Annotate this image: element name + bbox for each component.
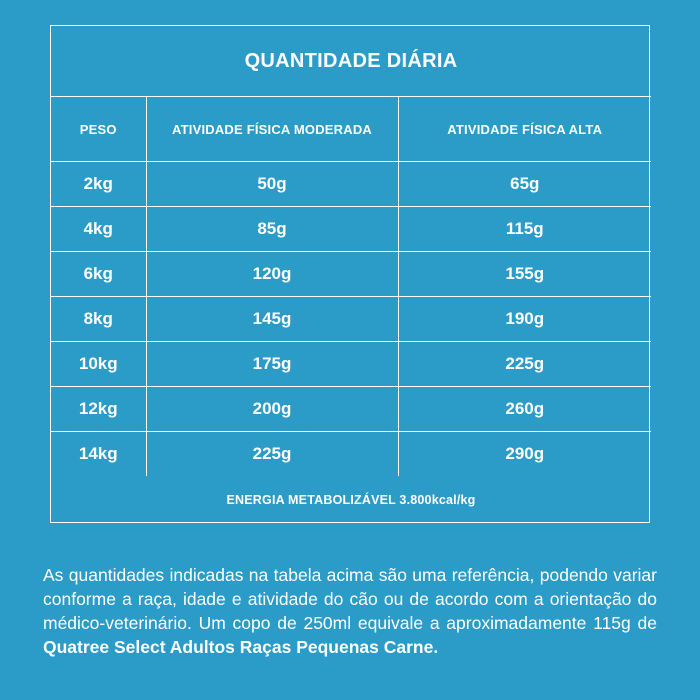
- table-row: [51, 432, 651, 477]
- cell-peso: 8kg: [51, 297, 146, 342]
- cell-moderada: 200g: [146, 387, 398, 432]
- cell-peso: 10kg: [51, 342, 146, 387]
- cell-moderada: 145g: [146, 297, 398, 342]
- column-header-peso: PESO: [51, 97, 146, 162]
- table-row: [51, 387, 651, 432]
- table-row: [51, 342, 651, 387]
- note-text: As quantidades indicadas na tabela acima são uma referência, podendo variar conforme a raça, idade e atividade do cão ou de acordo com a orientação do médico-veterinário. Um copo de 250ml equivale a aproximadamente 115g de: [43, 564, 657, 633]
- cell-moderada: 225g: [146, 432, 398, 477]
- cell-moderada: 50g: [146, 162, 398, 207]
- column-header-alta: ATIVIDADE FÍSICA ALTA: [398, 97, 651, 162]
- energy-footer: ENERGIA METABOLIZÁVEL 3.800kcal/kg: [226, 493, 476, 507]
- product-name: Quatree Select Adultos Raças Pequenas Carne.: [43, 636, 439, 657]
- cell-peso: 2kg: [51, 162, 146, 207]
- cell-moderada: 85g: [146, 207, 398, 252]
- cell-alta: 190g: [398, 297, 651, 342]
- cell-peso: 12kg: [51, 387, 146, 432]
- cell-alta: 65g: [398, 162, 651, 207]
- cell-peso: 4kg: [51, 207, 146, 252]
- table-title: QUANTIDADE DIÁRIA: [51, 26, 651, 97]
- table-row: [51, 252, 651, 297]
- cell-peso: 6kg: [51, 252, 146, 297]
- feeding-table: [51, 26, 651, 524]
- cell-alta: 155g: [398, 252, 651, 297]
- table-row: [51, 207, 651, 252]
- cell-alta: 290g: [398, 432, 651, 477]
- table-row: [51, 297, 651, 342]
- table-row: [51, 162, 651, 207]
- cell-peso: 14kg: [51, 432, 146, 477]
- cell-moderada: 120g: [146, 252, 398, 297]
- cell-alta: 225g: [398, 342, 651, 387]
- feeding-note: [43, 563, 657, 659]
- feeding-table-container: [50, 25, 650, 523]
- cell-alta: 115g: [398, 207, 651, 252]
- column-header-moderada: ATIVIDADE FÍSICA MODERADA: [146, 97, 398, 162]
- cell-moderada: 175g: [146, 342, 398, 387]
- cell-alta: 260g: [398, 387, 651, 432]
